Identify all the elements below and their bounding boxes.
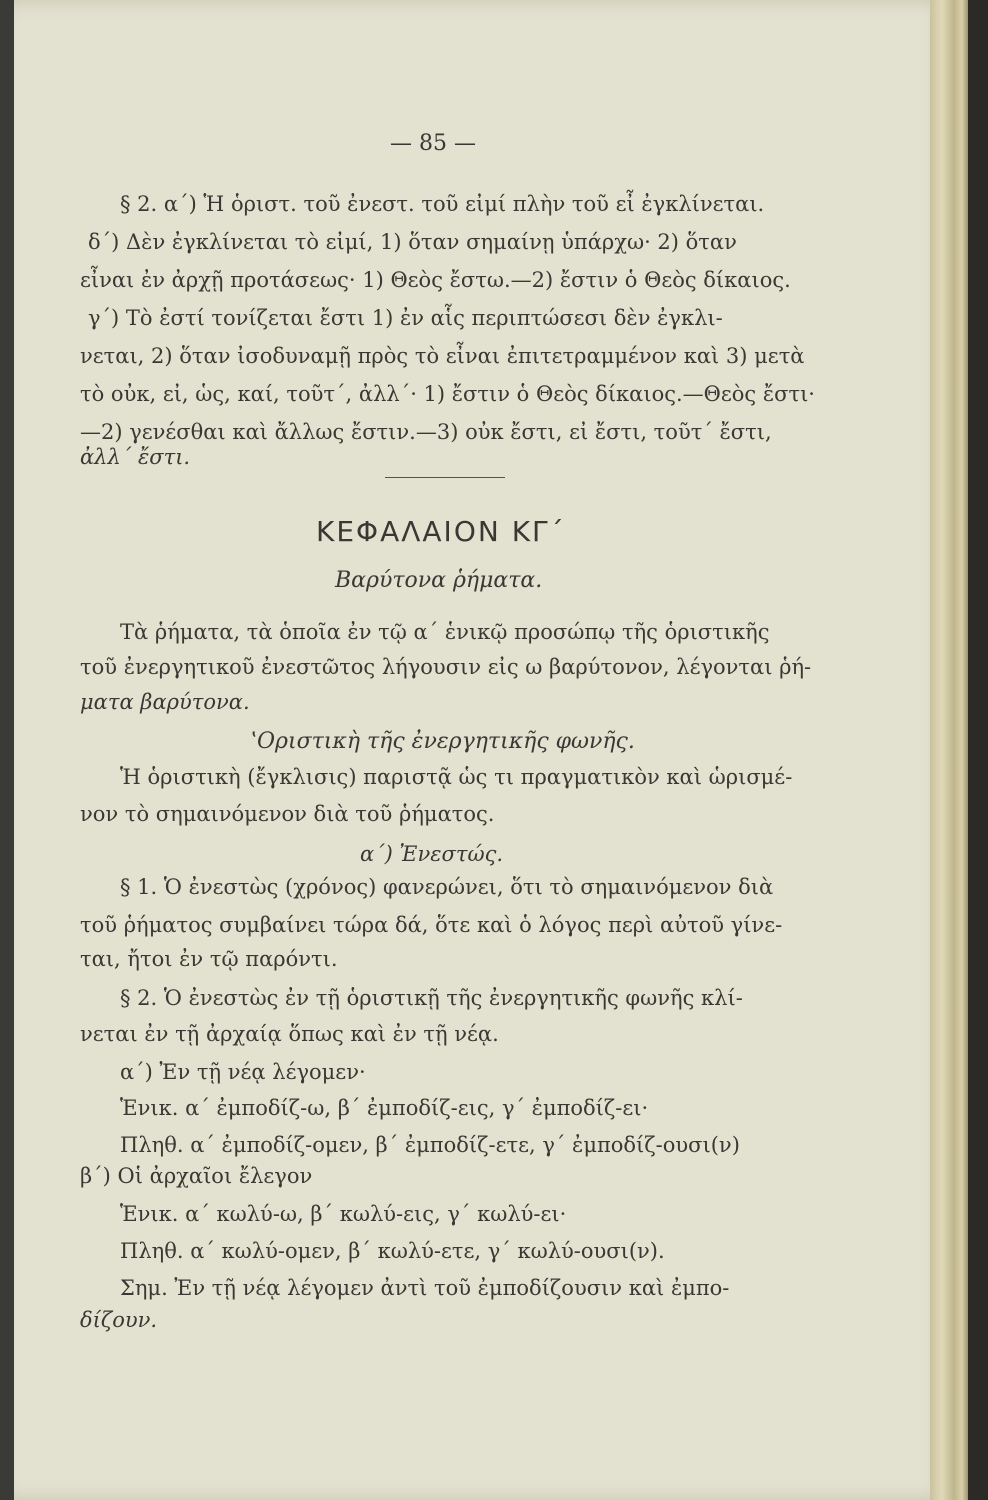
text-line: Ἑνικ. α΄ κωλύ-ω, β΄ κωλύ-εις, γ΄ κωλύ-ει· (120, 1202, 567, 1226)
text-line: Ἡ ὁριστικὴ (ἔγκλισις) παριστᾷ ὡς τι πραγματικὸν καὶ ὡρισμέ- (120, 765, 793, 789)
text-line: Τὰ ῥήματα, τὰ ὁποῖα ἐν τῷ α΄ ἑνικῷ προσώπῳ τῆς ὁριστικῆς (120, 620, 770, 644)
text-line: Πληθ. α΄ κωλύ-ομεν, β΄ κωλύ-ετε, γ΄ κωλύ-ουσι(ν). (120, 1239, 665, 1263)
text-line: ματα βαρύτονα. (80, 690, 250, 714)
text-line: τοῦ ῥήματος συμβαίνει τώρα δά, ὅτε καὶ ὁ λόγος περὶ αὐτοῦ γίνε- (80, 913, 783, 937)
text-line: δίζουν. (80, 1308, 158, 1332)
tense-heading: α΄) Ἐνεστώς. (360, 842, 504, 866)
text-line: εἶναι ἐν ἀρχῇ προτάσεως· 1) Θεὸς ἔστω.—2) ἔστιν ὁ Θεὸς δίκαιος. (80, 268, 791, 292)
chapter-subtitle: Βαρύτονα ῥήματα. (335, 568, 543, 593)
page-number: — 85 — (390, 131, 476, 156)
text-line: α΄) Ἐν τῇ νέᾳ λέγομεν· (120, 1060, 366, 1084)
book-background (968, 0, 988, 1500)
chapter-title: ΚΕΦΑΛΑΙΟΝ ΚΓ΄ (316, 515, 566, 548)
text-line: γ΄) Τὸ ἐστί τονίζεται ἔστι 1) ἐν αἷς περιπτώσεσι δὲν ἐγκλι- (88, 306, 723, 330)
text-line: β΄) Οἱ ἀρχαῖοι ἔλεγον (80, 1164, 313, 1188)
text-line: νον τὸ σημαινόμενον διὰ τοῦ ῥήματος. (80, 802, 495, 826)
text-line: Σημ. Ἐν τῇ νέᾳ λέγομεν ἀντὶ τοῦ ἐμποδίζουσιν καὶ ἐμπο- (120, 1276, 730, 1300)
text-line: τοῦ ἐνεργητικοῦ ἐνεστῶτος λήγουσιν εἰς ω βαρύτονον, λέγονται ῥή- (80, 655, 812, 679)
text-line: νεται, 2) ὅταν ἰσοδυναμῇ πρὸς τὸ εἶναι ἐπιτετραμμένον καὶ 3) μετὰ (80, 344, 805, 368)
text-line: § 1. Ὁ ἐνεστὼς (χρόνος) φανερώνει, ὅτι τὸ σημαινόμενον διὰ (120, 875, 774, 899)
section-divider (385, 477, 505, 478)
text-line: δ΄) Δὲν ἐγκλίνεται τὸ εἰμί, 1) ὅταν σημαίνῃ ὑπάρχω· 2) ὅταν (88, 230, 737, 254)
text-line: —2) γενέσθαι καὶ ἄλλως ἔστιν.—3) οὐκ ἔστι, εἰ ἔστι, τοῦτ΄ ἔστι, (80, 420, 772, 444)
text-line: νεται ἐν τῇ ἀρχαίᾳ ὅπως καὶ ἐν τῇ νέᾳ. (80, 1022, 499, 1046)
text-line: § 2. Ὁ ἐνεστὼς ἐν τῇ ὁριστικῇ τῆς ἐνεργητικῆς φωνῆς κλί- (120, 986, 743, 1010)
section-heading: ʽΟριστικὴ τῆς ἐνεργητικῆς φωνῆς. (250, 729, 635, 754)
page-edge (930, 0, 970, 1500)
text-line: Ἑνικ. α΄ ἐμποδίζ-ω, β΄ ἐμποδίζ-εις, γ΄ ἐμποδίζ-ει· (120, 1096, 649, 1120)
text-line: ἀλλ΄ ἔστι. (80, 445, 191, 469)
text-line: τὸ οὐκ, εἰ, ὡς, καί, τοῦτ΄, ἀλλ΄· 1) ἔστιν ὁ Θεὸς δίκαιος.—Θεὸς ἔστι· (80, 382, 815, 406)
text-line: ται, ἤτοι ἐν τῷ παρόντι. (80, 947, 338, 971)
text-line: Πληθ. α΄ ἐμποδίζ-ομεν, β΄ ἐμποδίζ-ετε, γ΄ ἐμποδίζ-ουσι(ν) (120, 1133, 740, 1157)
text-line: § 2. α΄) Ἡ ὁριστ. τοῦ ἐνεστ. τοῦ εἰμί πλὴν τοῦ εἶ ἐγκλίνεται. (120, 192, 765, 216)
